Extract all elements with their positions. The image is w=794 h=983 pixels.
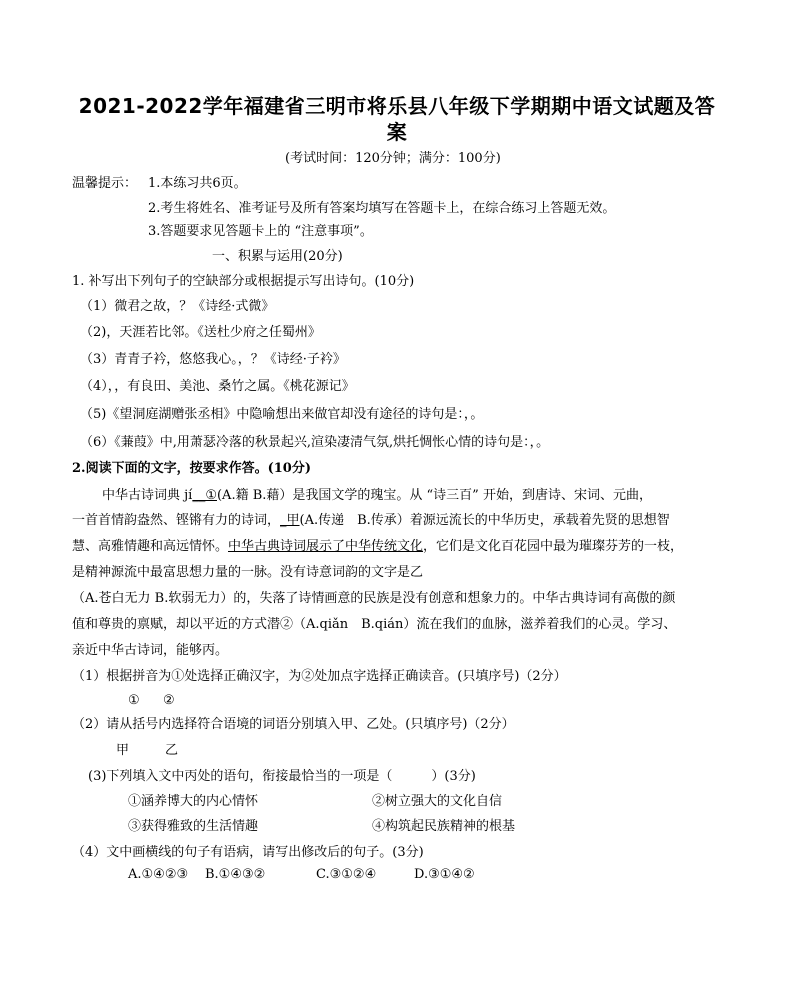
q2-sub-4: （4）文中画横线的句子有语病，请写出修改后的句子。(3分) bbox=[72, 845, 424, 860]
sub1-blank-1: ① bbox=[128, 693, 140, 708]
choice-d: D.③①④② bbox=[414, 867, 475, 882]
blank-1: __① bbox=[192, 488, 217, 503]
q1-item-6: （6）《蒹葭》中,用萧瑟冷落的秋景起兴,渲染凄清气氛,烘托惆怅心情的诗句是：，。 bbox=[80, 435, 550, 450]
q1-item-3: （3）青青子衿，悠悠我心。，？《诗经·子衿》 bbox=[80, 352, 346, 367]
choice-b: B.①④③② bbox=[205, 867, 266, 882]
option-1: ①涵养博大的内心情怀 bbox=[128, 794, 259, 809]
note-item-2: 2.考生将姓名、准考证号及所有答案均填写在答题卡上，在综合练习上答题无效。 bbox=[148, 201, 616, 216]
blank-jia: _甲 bbox=[280, 513, 300, 528]
q1-stem: 1. 补写出下列句子的空缺部分或根据提示写出诗句。(10分) bbox=[72, 274, 415, 289]
q2-paragraph-line-3: 慧、高雅情趣和高远情怀。中华古典诗词展示了中华传统文化，它们是文化百花园中最为璀璨芬芳的一枝， bbox=[72, 539, 684, 554]
title-line-1: 2021-2022学年福建省三明市将乐县八年级下学期期中语文试题及答 bbox=[78, 94, 716, 118]
exam-info: (考试时间：120分钟；满分：100分) bbox=[285, 151, 501, 166]
q1-item-2: （2)，天涯若比邻。《送杜少府之任蜀州》 bbox=[80, 325, 321, 340]
sub1-blank-2: ② bbox=[163, 693, 175, 708]
q1-item-1: （1）微君之故，？《诗经·式微》 bbox=[80, 299, 275, 314]
section-heading: 一、积累与运用(20分) bbox=[212, 249, 343, 264]
q2-sub-1: （1）根据拼音为①处选择正确汉字，为②处加点字选择正确读音。(只填序号)（2分） bbox=[72, 669, 567, 684]
q2-paragraph-line-2: 一首首情韵盎然、铿锵有力的诗词，_甲(A.传递 B.传承）着源远流长的中华历史，承载着先贤的思想智 bbox=[72, 513, 670, 528]
option-3: ③获得雅致的生活情趣 bbox=[128, 819, 259, 834]
q2-paragraph-line-6: 值和尊贵的禀赋，却以平近的方式潜②（A.qiǎn B.qián）流在我们的血脉，滋养着我们的心灵。学习、 bbox=[72, 617, 677, 632]
q2-paragraph-line-7: 亲近中华古诗词，能够丙。 bbox=[72, 643, 229, 658]
underlined-sentence: 中华古典诗词展示了中华传统文化 bbox=[228, 539, 424, 554]
q2-sub-2: （2）请从括号内选择符合语境的词语分别填入甲、乙处。(只填序号)（2分） bbox=[72, 717, 515, 732]
q2-paragraph-line-4: 是精神源流中最富思想力量的一脉。没有诗意词韵的文字是乙 bbox=[72, 565, 424, 580]
note-item-3: 3.答题要求见答题卡上的 “注意事项”。 bbox=[148, 224, 373, 239]
note-item-1: 1.本练习共6页。 bbox=[148, 176, 247, 191]
sub2-blank-yi: 乙 bbox=[165, 743, 179, 758]
q2-stem: 2.阅读下面的文字，按要求作答。(10分) bbox=[72, 461, 311, 476]
page-title bbox=[60, 93, 734, 145]
option-4: ④构筑起民族精神的根基 bbox=[372, 819, 516, 834]
title-line-2: 案 bbox=[386, 120, 408, 144]
option-2: ②树立强大的文化自信 bbox=[372, 794, 503, 809]
choice-c: C.③①②④ bbox=[316, 867, 377, 882]
q2-sub-3: (3)下列填入文中丙处的语句，衔接最恰当的一项是（ ）(3分) bbox=[88, 769, 476, 784]
sub2-blank-jia: 甲 bbox=[116, 743, 130, 758]
q2-paragraph-line-1: 中华古诗词典 jí__①(A.籍 B.藉）是我国文学的瑰宝。从 “诗三百” 开始，到唐诗、宋词、元曲， bbox=[102, 488, 652, 503]
choice-a: A.①④②③ bbox=[128, 867, 189, 882]
notes-label: 温馨提示： bbox=[72, 176, 138, 191]
q2-paragraph-line-5: （A.苍白无力 B.软弱无力）的，失落了诗情画意的民族是没有创意和想象力的。中华古典诗词有高傲的颜 bbox=[72, 591, 676, 606]
q1-item-4: （4），，有良田、美池、桑竹之属。《桃花源记》 bbox=[80, 379, 355, 394]
q1-item-5: （5)《望洞庭湖赠张丞相》中隐喻想出来做官却没有途径的诗句是：，。 bbox=[80, 407, 484, 422]
